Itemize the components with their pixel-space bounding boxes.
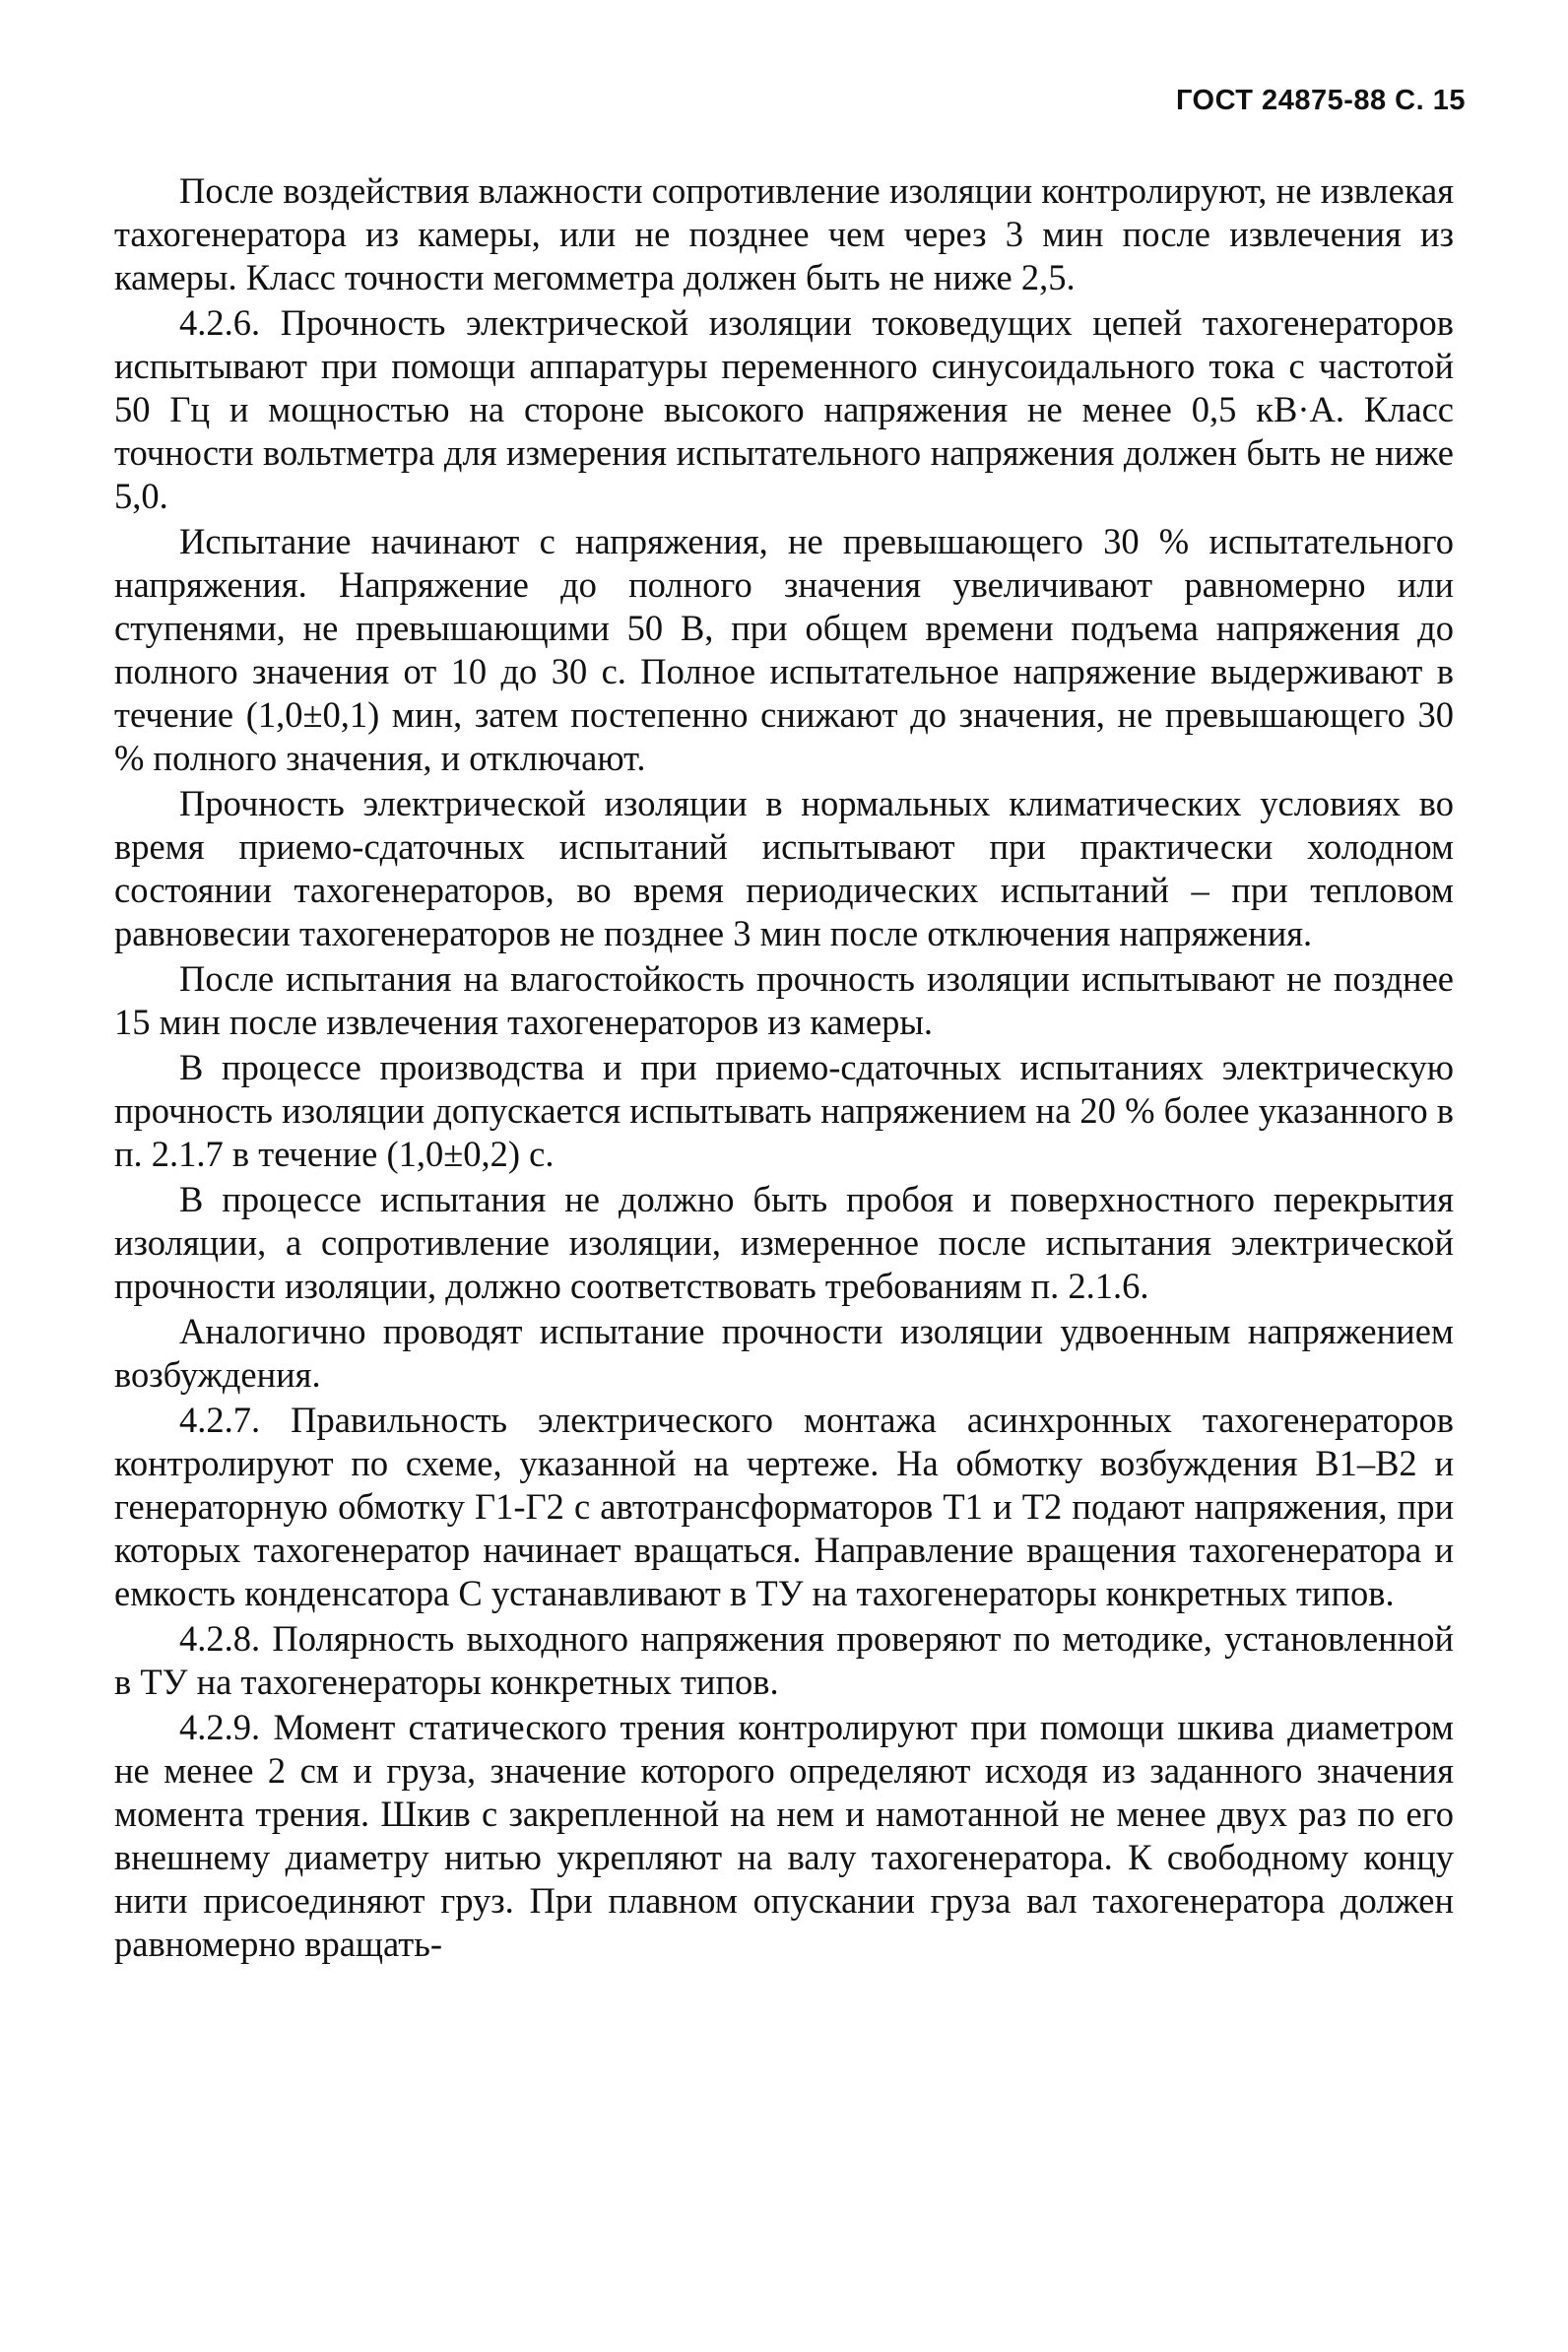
paragraph: 4.2.7. Правильность электрического монтажа асинхронных тахогенераторов контролируют по схеме, указанной на чертеже. На обмотку возбуждения В1–В2 и генераторную обмотку Г1-Г2 с автотрансформаторов Т1 и Т2 подают напряжения, при которых тахогенератор начинает вращаться. Направление вращения тахогенератора и емкость конденсатора С устанавливают в ТУ на тахогенераторы конкретных типов. <box>114 1400 1454 1613</box>
paragraph: 4.2.6. Прочность электрической изоляции токоведущих цепей тахогенераторов испытывают при помощи аппаратуры переменного синусоидального тока с частотой 50 Гц и мощностью на стороне высокого напряжения не менее 0,5 кВ·А. Класс точности вольтметра для измерения испытательного напряжения должен быть не ниже 5,0. <box>114 302 1454 516</box>
page-body <box>114 169 1454 1966</box>
paragraph: В процессе производства и при приемо-сдаточных испытаниях электрическую прочность изоляции допускается испытывать напряжением на 20 % более указанного в п. 2.1.7 в течение (1,0±0,2) с. <box>114 1047 1454 1174</box>
paragraph: После воздействия влажности сопротивление изоляции контролируют, не извлекая тахогенератора из камеры, или не позднее чем через 3 мин после извлечения из камеры. Класс точности мегомметра должен быть не ниже 2,5. <box>114 170 1454 297</box>
paragraph: 4.2.8. Полярность выходного напряжения проверяют по методике, установленной в ТУ на тахогенераторы конкретных типов. <box>114 1618 1454 1702</box>
paragraph: Прочность электрической изоляции в нормальных климатических условиях во время приемо-сдаточных испытаний испытывают при практически холодном состоянии тахогенераторов, во время периодических испытаний – при тепловом равновесии тахогенераторов не позднее 3 мин после отключения напряжения. <box>114 783 1454 953</box>
paragraph: После испытания на влагостойкость прочность изоляции испытывают не позднее 15 мин после извлечения тахогенераторов из камеры. <box>114 958 1454 1042</box>
paragraph: Аналогично проводят испытание прочности изоляции удвоенным напряжением возбуждения. <box>114 1311 1454 1395</box>
paragraph: В процессе испытания не должно быть пробоя и поверхностного перекрытия изоляции, а сопротивление изоляции, измеренное после испытания электрической прочности изоляции, должно соответствовать требованиям п. 2.1.6. <box>114 1179 1454 1306</box>
paragraph: 4.2.9. Момент статического трения контролируют при помощи шкива диаметром не менее 2 см и груза, значение которого определяют исходя из заданного значения момента трения. Шкив с закрепленной на нем и намотанной не менее двух раз по его внешнему диаметру нитью укрепляют на валу тахогенератора. К свободному концу нити присоединяют груз. При плавном опускании груза вал тахогенератора должен равномерно вращать- <box>114 1707 1454 1964</box>
page-header: ГОСТ 24875-88 С. 15 <box>1175 85 1466 116</box>
paragraph: Испытание начинают с напряжения, не превышающего 30 % испытательного напряжения. Напряжение до полного значения увеличивают равномерно или ступенями, не превышающими 50 В, при общем времени подъема напряжения до полного значения от 10 до 30 с. Полное испытательное напряжение выдерживают в течение (1,0±0,1) мин, затем постепенно снижают до значения, не превышающего 30 % полного значения, и отключают. <box>114 521 1454 778</box>
